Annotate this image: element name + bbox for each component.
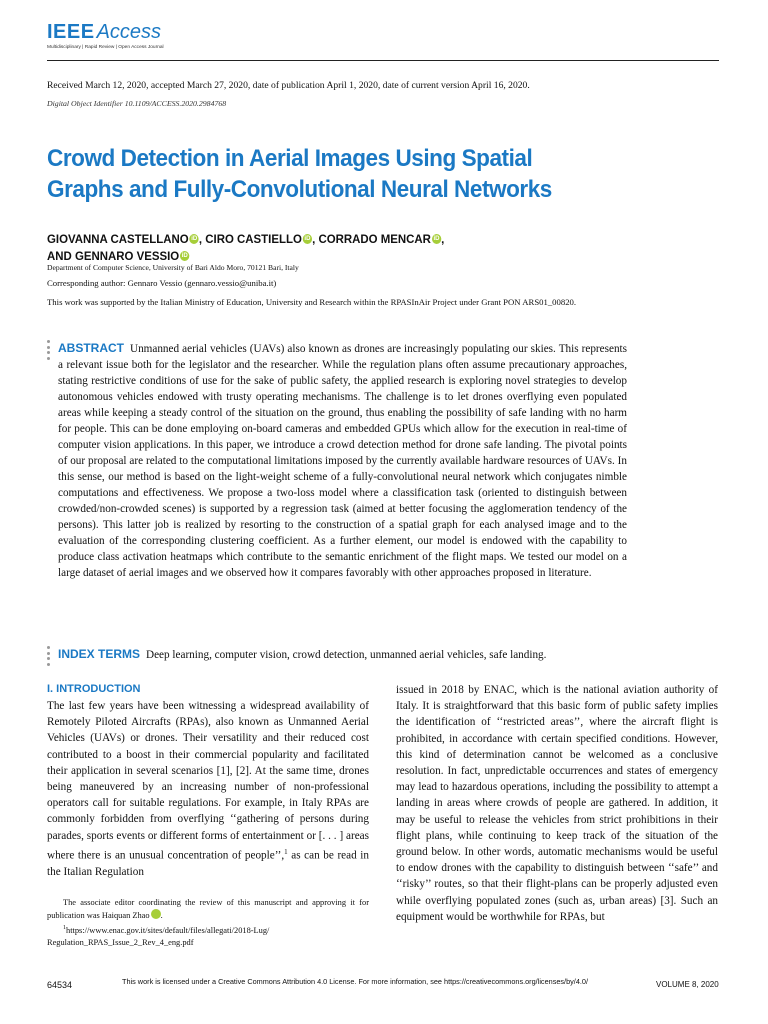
- title-line-1: Crowd Detection in Aerial Images Using Spatial: [47, 145, 533, 172]
- index-terms-marker: [47, 646, 50, 668]
- author-name: AND GENNARO VESSIO: [47, 249, 180, 263]
- paper-title: [47, 143, 654, 205]
- volume-label: VOLUME 8, 2020: [656, 980, 719, 989]
- affiliation: Department of Computer Science, University of Bari Aldo Moro, 70121 Bari, Italy: [47, 263, 299, 272]
- author-name: CIRO CASTIELLO: [205, 232, 302, 246]
- logo-ieee: IEEE: [47, 21, 95, 43]
- regulation-link[interactable]: Regulation_RPAS_Issue_2_Rev_4_eng.pdf: [47, 937, 194, 947]
- corresponding-author: Corresponding author: Gennaro Vessio (gennaro.vessio@uniba.it): [47, 278, 277, 288]
- logo-access: Access: [96, 21, 162, 43]
- doi: Digital Object Identifier 10.1109/ACCESS.2020.2984768: [47, 99, 227, 108]
- regulation-link[interactable]: https://www.enac.gov.it/sites/default/files/allegati/2018-Lug/: [66, 925, 270, 935]
- author-name: CORRADO MENCAR: [318, 232, 431, 246]
- intro-left-column: [47, 682, 369, 880]
- abstract: [58, 340, 627, 581]
- intro-paragraph: The last few years have been witnessing a widespread availability of Remotely Piloted Aircrafts (RPAs), also known as Unmanned Aerial Vehicles (UAVs) or drones. Their versatility and their reduced cost contributed to a boost in their commercial popularity and facilitated their application in several scenarios [1], [2]. At the same time, drones being maneuvered by an increasing number of non-professional operators call for suitable regulations. For example, in Italy RPAs are commonly forbidden from overflying ‘‘gathering of persons during parades, sports events or different forms of entertainment or [. . . ] areas where there is an unusual concentration of people’’,$^1$ as can be read in the Italian Regulation: [47, 700, 370, 878]
- orcid-icon[interactable]: iD: [191, 235, 198, 242]
- title-line-2: Graphs and Fully-Convolutional Neural Networks: [47, 176, 552, 203]
- orcid-icon[interactable]: iD: [433, 235, 440, 242]
- abstract-label: ABSTRACT: [58, 341, 124, 355]
- index-terms-text: Deep learning, computer vision, crowd detection, unmanned aerial vehicles, safe landing.: [146, 649, 547, 661]
- orcid-icon[interactable]: iD: [151, 909, 161, 919]
- license-note[interactable]: This work is licensed under a Creative Commons Attribution 4.0 License. For more information, see https://creativecommons.org/licenses/by/4.0/: [122, 977, 588, 986]
- abstract-marker: [47, 340, 50, 362]
- funding-note: This work was supported by the Italian Ministry of Education, University and Research within the RPASInAir Project under Grant PON ARS01_00820.: [47, 297, 577, 307]
- intro-right-column: issued in 2018 by ENAC, which is the national aviation authority of Italy. It is straightforward that this basic form of public safety implies the identification of ‘‘restricted areas’’, where the aircraft flight is prohibited, in accordance with certain specified conditions. However, this kind of determination cannot be welcomed as a conclusive resolution. In fact, unpredictable occurrences and states of emergency may lead to hazardous operations, including the possibility to attempt a landing in areas where crowds of people are gathered. In addition, it may be useful to release the vehicles from strict prohibitions in their flight plans, while continuing to keep track of the situation of the ground below. In other words, automatic mechanisms would be useful to endow drones with the capability to distinguish between ‘‘safe’’ and ‘‘risky’’ routes, so that their flight-plans can be properly adjusted even while overflying populated zones (such as, urban areas) [3]. Such an equipment would be worthwhile for RPAs, but: [396, 684, 718, 923]
- url-footnote-cont: [47, 937, 369, 949]
- footnotes: [47, 897, 369, 949]
- footnote-ref[interactable]: 1: [284, 847, 288, 856]
- index-terms: [58, 647, 678, 661]
- orcid-icon[interactable]: iD: [181, 252, 188, 259]
- journal-tagline: Multidisciplinary | Rapid Review | Open Access Journal: [47, 45, 164, 50]
- author-name: GIOVANNA CASTELLANO: [47, 232, 189, 246]
- page-number: 64534: [47, 980, 73, 990]
- index-terms-label: INDEX TERMS: [58, 647, 141, 661]
- author-list: GIOVANNA CASTELLANO iD , CIRO CASTIELLO iD , CORRADO MENCAR iD , AND GENNARO VESSIO iD: [47, 232, 445, 263]
- abstract-text: Unmanned aerial vehicles (UAVs) also known as drones are increasingly populating our skies. This represents a relevant issue both for the legislator and the researcher. While the regulation plans often assume precautionary approaches, stating restrictive conditions of use for the sake of public safety, the applied research is exploring novel strategies to develop autonomous vehicles endowed with trusty operating mechanisms. The challenge is to let drones overflying even populated areas while keeping a steady control of the situation on the ground, thus enabling the possibility of safe landing with no harm for people. This can be done employing on-board cameras and embedded GPUs which allow for the execution in real-time of computer vision applications. In this paper, we introduce a crowd detection method for drone safe landing. The pivotal points of our proposal are related to the computational limitations imposed by the currently available hardware resources of UAVs. In this sense, our method is based on the light-weight scheme of a fully-convolutional neural network which conjugates nimble computations and effectiveness. We propose a two-loss model where a classification task (oriented to distinguish between crowded/non-crowded scenes) is supported by a regression task (aimed at better focusing the agglomeration tendency of the persons). This latter job is realized by resorting to the construction of a spatial graph for each analysed image and to the evaluation of the corresponding clustering coefficient. As a further element, our model is endowed with the capability to produce class activation heatmaps which contribute to the semantic enrichment of the flight maps. We tested our model on a large dataset of aerial images and we observed how it compares favorably with other approaches proposed in literature.: [58, 343, 627, 579]
- orcid-icon[interactable]: iD: [304, 235, 311, 242]
- publication-dates: Received March 12, 2020, accepted March 27, 2020, date of publication April 1, 2020, date of current version April 16, 2020.: [47, 80, 530, 91]
- header-divider: [47, 60, 719, 61]
- journal-logo: [47, 22, 161, 42]
- section-heading: I. INTRODUCTION: [47, 683, 141, 695]
- url-footnote: $^1$https://www.enac.gov.it/sites/default/files/allegati/2018-Lug/: [63, 925, 270, 935]
- editor-footnote: The associate editor coordinating the review of this manuscript and approving it for publication was Haiquan Zhao iD.: [47, 898, 369, 920]
